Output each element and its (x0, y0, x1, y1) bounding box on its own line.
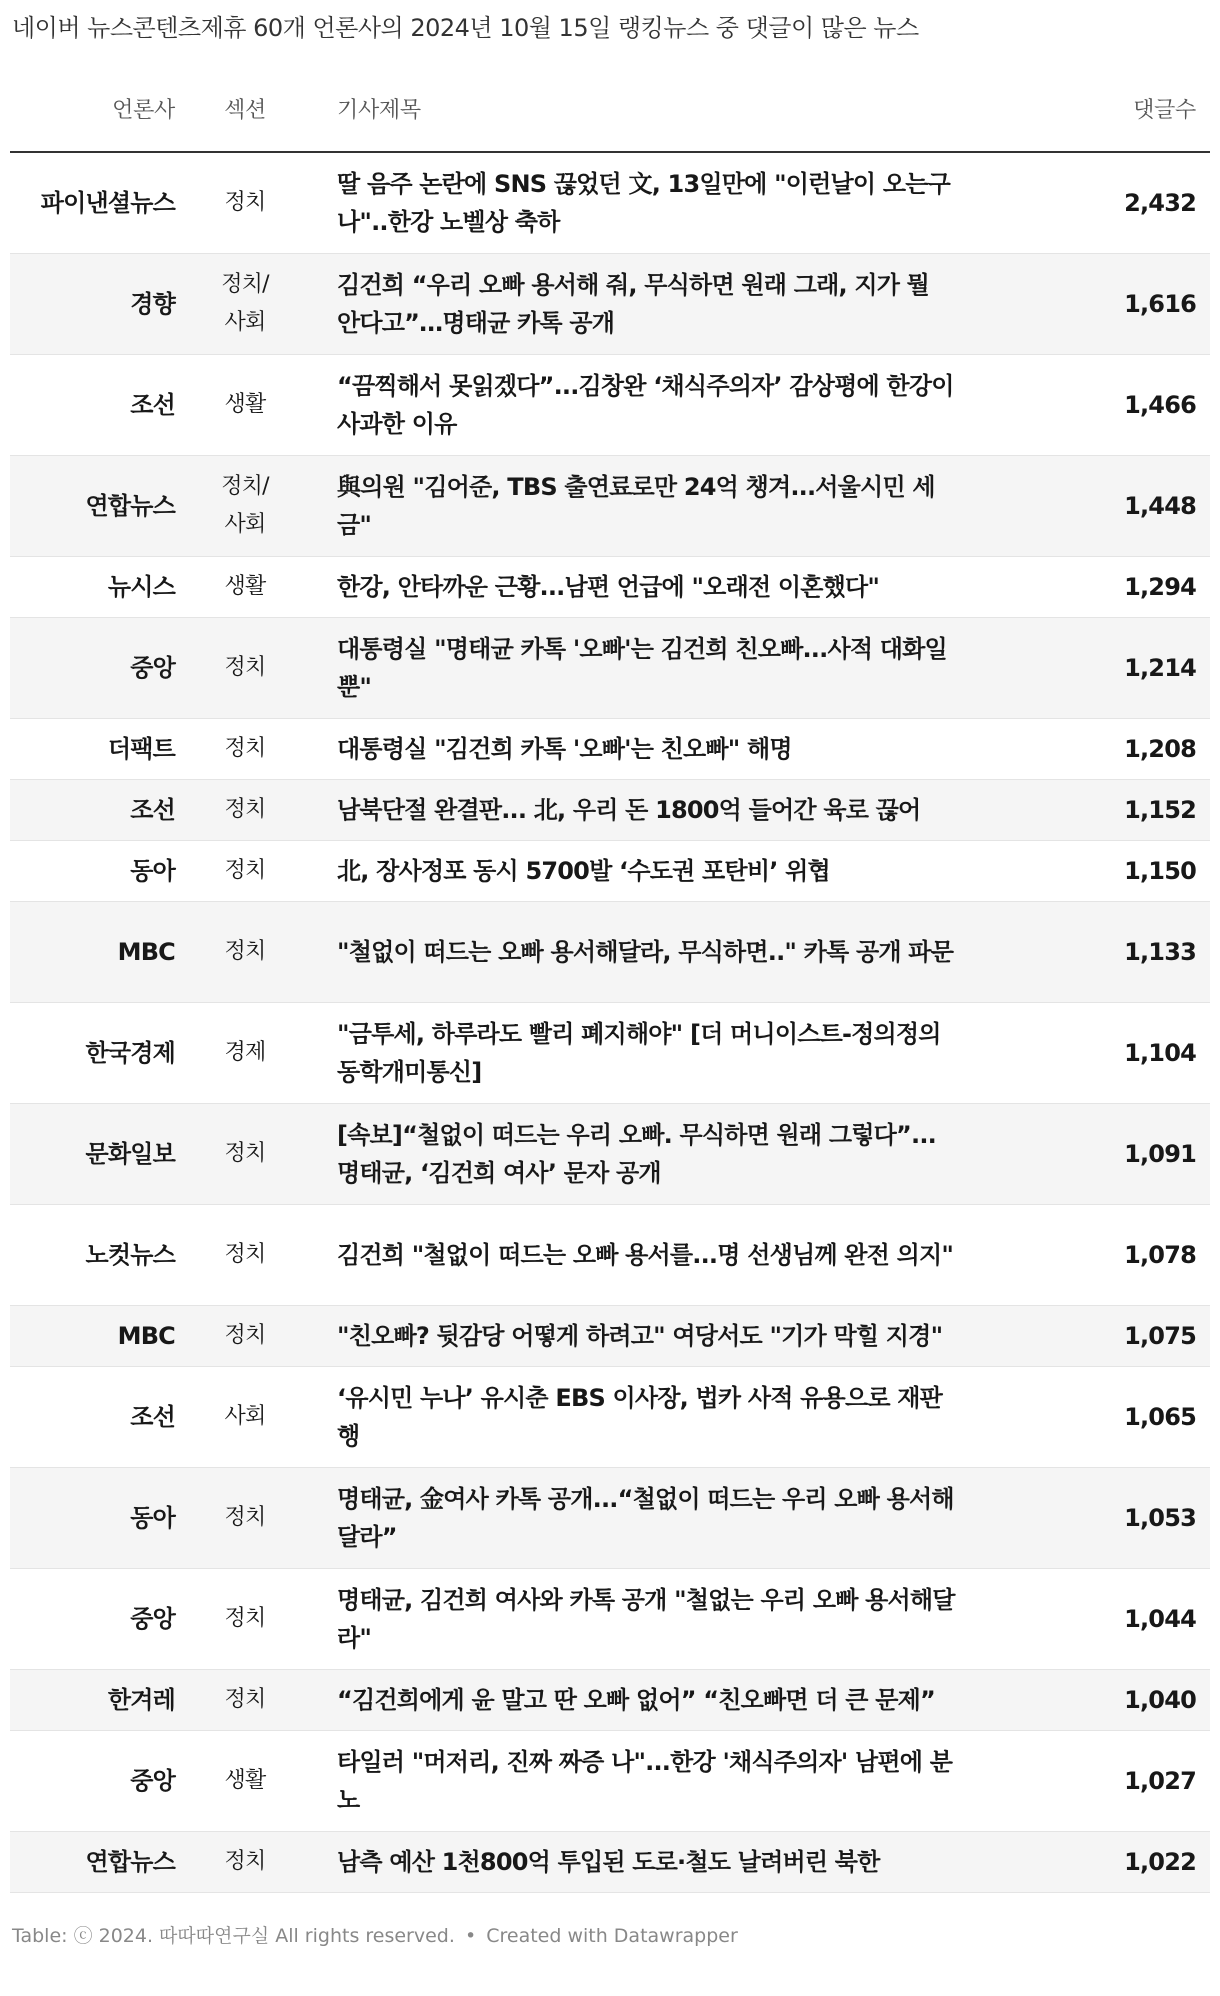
section-cell: 정치 (175, 902, 315, 1003)
publisher-cell: 뉴시스 (10, 557, 175, 618)
section-cell: 정치 (175, 1306, 315, 1367)
comment-count-cell: 1,208 (1065, 719, 1210, 780)
table-row (10, 841, 1210, 902)
publisher-cell: 연합뉴스 (10, 1832, 175, 1893)
comment-count-cell: 1,040 (1065, 1670, 1210, 1731)
section-cell: 정치/사회 (175, 456, 315, 557)
article-title-cell[interactable]: 김건희 "철없이 떠드는 오빠 용서를...명 선생님께 완전 의지" (315, 1205, 1065, 1306)
article-title-cell[interactable]: "철없이 떠드는 오빠 용서해달라, 무식하면.." 카톡 공개 파문 (315, 902, 1065, 1003)
article-title-cell[interactable]: 김건희 “우리 오빠 용서해 줘, 무식하면 원래 그래, 지가 뭘 안다고”…명태균 카톡 공개 (315, 254, 1065, 355)
comment-count-cell: 1,294 (1065, 557, 1210, 618)
publisher-cell: 파이낸셜뉴스 (10, 152, 175, 254)
article-title-cell[interactable]: 與의원 "김어준, TBS 출연료로만 24억 챙겨...서울시민 세금" (315, 456, 1065, 557)
publisher-cell: 한국경제 (10, 1003, 175, 1104)
table-row (10, 1670, 1210, 1731)
comment-count-cell: 1,448 (1065, 456, 1210, 557)
article-title-cell[interactable]: [속보]“철없이 떠드는 우리 오빠. 무식하면 원래 그렇다”...명태균, ‘김건희 여사’ 문자 공개 (315, 1104, 1065, 1205)
article-title-cell[interactable]: 北, 장사정포 동시 5700발 ‘수도권 포탄비’ 위협 (315, 841, 1065, 902)
publisher-cell: 중앙 (10, 618, 175, 719)
publisher-cell: 더팩트 (10, 719, 175, 780)
article-title-cell[interactable]: 한강, 안타까운 근황...남편 언급에 "오래전 이혼했다" (315, 557, 1065, 618)
publisher-cell: 경향 (10, 254, 175, 355)
table-row (10, 1104, 1210, 1205)
comment-count-cell: 1,044 (1065, 1569, 1210, 1670)
publisher-cell: 연합뉴스 (10, 456, 175, 557)
column-header-comments[interactable]: 댓글수 (1065, 93, 1210, 152)
table-row (10, 254, 1210, 355)
column-header-publisher[interactable]: 언론사 (10, 93, 175, 152)
comment-count-cell: 1,075 (1065, 1306, 1210, 1367)
article-title-cell[interactable]: 명태균, 김건희 여사와 카톡 공개 "철없는 우리 오빠 용서해달라" (315, 1569, 1065, 1670)
article-title-cell[interactable]: 대통령실 "김건희 카톡 '오빠'는 친오빠" 해명 (315, 719, 1065, 780)
publisher-cell: 한겨레 (10, 1670, 175, 1731)
table-title: 네이버 뉴스콘텐츠제휴 60개 언론사의 2024년 10월 15일 랭킹뉴스 중 댓글이 많은 뉴스 (12, 14, 919, 42)
publisher-cell: 중앙 (10, 1569, 175, 1670)
comment-count-cell: 1,616 (1065, 254, 1210, 355)
article-title-cell[interactable]: 명태균, 金여사 카톡 공개...“철없이 떠드는 우리 오빠 용서해달라” (315, 1468, 1065, 1569)
article-title-cell[interactable]: 대통령실 "명태균 카톡 '오빠'는 김건희 친오빠...사적 대화일 뿐" (315, 618, 1065, 719)
comment-count-cell: 1,214 (1065, 618, 1210, 719)
section-cell: 생활 (175, 1731, 315, 1832)
article-title-cell[interactable]: 남측 예산 1천800억 투입된 도로·철도 날려버린 북한 (315, 1832, 1065, 1893)
comment-count-cell: 1,027 (1065, 1731, 1210, 1832)
table-row (10, 780, 1210, 841)
publisher-cell: 동아 (10, 1468, 175, 1569)
table-body (10, 152, 1210, 1893)
section-cell: 정치 (175, 1569, 315, 1670)
table-row (10, 618, 1210, 719)
comment-count-cell: 1,133 (1065, 902, 1210, 1003)
publisher-cell: 조선 (10, 780, 175, 841)
publisher-cell: MBC (10, 1306, 175, 1367)
section-cell: 생활 (175, 355, 315, 456)
table-row (10, 902, 1210, 1003)
table-row (10, 1832, 1210, 1893)
comment-count-cell: 1,150 (1065, 841, 1210, 902)
publisher-cell: 동아 (10, 841, 175, 902)
header-row (10, 93, 1210, 152)
table-row (10, 1205, 1210, 1306)
table-row (10, 1468, 1210, 1569)
footer-credit-link[interactable]: Created with Datawrapper (486, 1925, 738, 1947)
ranking-table (10, 93, 1210, 1893)
comment-count-cell: 1,053 (1065, 1468, 1210, 1569)
footer (12, 1921, 738, 1948)
section-cell: 정치/사회 (175, 254, 315, 355)
section-cell: 정치 (175, 1468, 315, 1569)
article-title-cell[interactable]: “김건희에게 윤 말고 딴 오빠 없어” “친오빠면 더 큰 문제” (315, 1670, 1065, 1731)
comment-count-cell: 1,466 (1065, 355, 1210, 456)
table-row (10, 456, 1210, 557)
table-row (10, 355, 1210, 456)
article-title-cell[interactable]: “끔찍해서 못읽겠다”...김창완 ‘채식주의자’ 감상평에 한강이 사과한 이유 (315, 355, 1065, 456)
footer-source: Table: ⓒ 2024. 따따따연구실 All rights reserved. (12, 1925, 455, 1947)
section-cell: 정치 (175, 152, 315, 254)
publisher-cell: 노컷뉴스 (10, 1205, 175, 1306)
comment-count-cell: 2,432 (1065, 152, 1210, 254)
table-row (10, 1731, 1210, 1832)
table-row (10, 1003, 1210, 1104)
article-title-cell[interactable]: ‘유시민 누나’ 유시춘 EBS 이사장, 법카 사적 유용으로 재판행 (315, 1367, 1065, 1468)
ranking-table-container (10, 93, 1210, 1893)
article-title-cell[interactable]: "금투세, 하루라도 빨리 폐지해야" [더 머니이스트-정의정의 동학개미통신] (315, 1003, 1065, 1104)
comment-count-cell: 1,022 (1065, 1832, 1210, 1893)
comment-count-cell: 1,091 (1065, 1104, 1210, 1205)
article-title-cell[interactable]: 남북단절 완결판... 北, 우리 돈 1800억 들어간 육로 끊어 (315, 780, 1065, 841)
table-row (10, 152, 1210, 254)
section-cell: 사회 (175, 1367, 315, 1468)
section-cell: 경제 (175, 1003, 315, 1104)
table-row (10, 1367, 1210, 1468)
column-header-title[interactable]: 기사제목 (315, 93, 1065, 152)
article-title-cell[interactable]: "친오빠? 뒷감당 어떻게 하려고" 여당서도 "기가 막힐 지경" (315, 1306, 1065, 1367)
section-cell: 정치 (175, 841, 315, 902)
comment-count-cell: 1,104 (1065, 1003, 1210, 1104)
section-cell: 정치 (175, 1670, 315, 1731)
table-row (10, 1569, 1210, 1670)
table-row (10, 557, 1210, 618)
publisher-cell: 조선 (10, 355, 175, 456)
comment-count-cell: 1,065 (1065, 1367, 1210, 1468)
section-cell: 정치 (175, 1832, 315, 1893)
comment-count-cell: 1,078 (1065, 1205, 1210, 1306)
publisher-cell: 중앙 (10, 1731, 175, 1832)
table-row (10, 719, 1210, 780)
article-title-cell[interactable]: 딸 음주 논란에 SNS 끊었던 文, 13일만에 "이런날이 오는구나"..한강 노벨상 축하 (315, 152, 1065, 254)
column-header-section[interactable]: 섹션 (175, 93, 315, 152)
section-cell: 정치 (175, 1205, 315, 1306)
publisher-cell: MBC (10, 902, 175, 1003)
section-cell: 정치 (175, 1104, 315, 1205)
comment-count-cell: 1,152 (1065, 780, 1210, 841)
section-cell: 생활 (175, 557, 315, 618)
section-cell: 정치 (175, 780, 315, 841)
section-cell: 정치 (175, 719, 315, 780)
article-title-cell[interactable]: 타일러 "머저리, 진짜 짜증 나"...한강 '채식주의자' 남편에 분노 (315, 1731, 1065, 1832)
publisher-cell: 조선 (10, 1367, 175, 1468)
table-row (10, 1306, 1210, 1367)
publisher-cell: 문화일보 (10, 1104, 175, 1205)
section-cell: 정치 (175, 618, 315, 719)
footer-separator: • (464, 1925, 477, 1947)
